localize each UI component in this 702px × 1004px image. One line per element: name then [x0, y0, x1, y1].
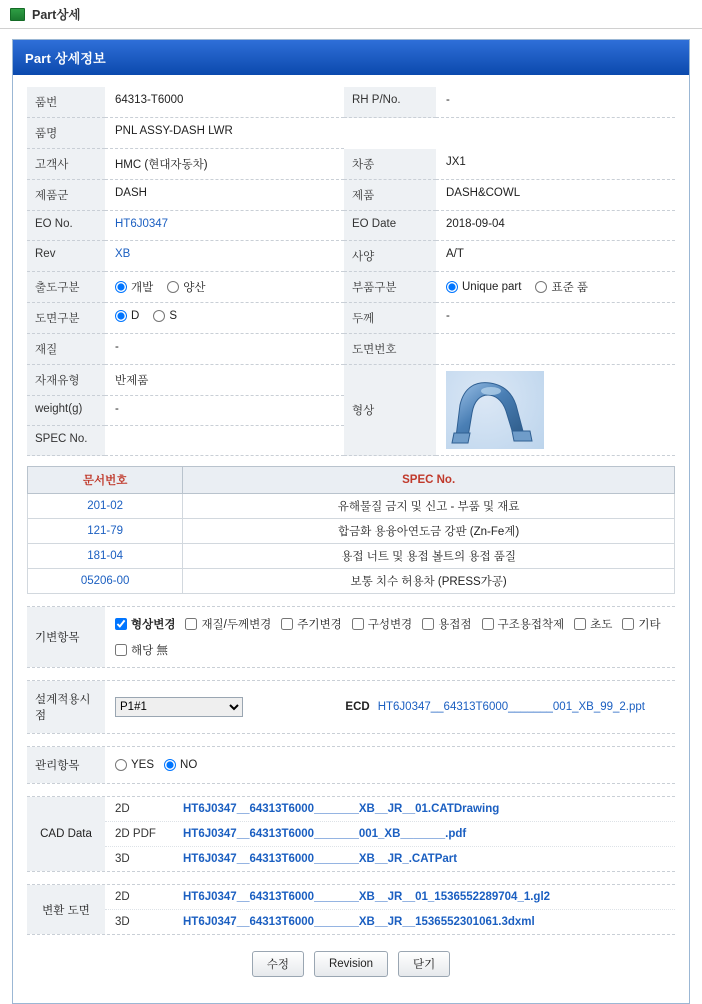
- label-part-name: 품명: [27, 118, 105, 149]
- cad-data-rows: [105, 797, 675, 871]
- checkbox-weld-point[interactable]: 용접점: [422, 616, 471, 632]
- label-rev: Rev: [27, 241, 105, 272]
- converted-row-type: 3D: [115, 916, 130, 928]
- cad-row-type: 2D PDF: [115, 828, 156, 840]
- doc-no-link[interactable]: 05206-00: [80, 575, 130, 587]
- radio-standard-part-input[interactable]: [535, 281, 547, 293]
- value-empty-1: [436, 118, 675, 149]
- label-shape: 형상: [344, 365, 436, 456]
- value-car-type: JX1: [436, 149, 675, 180]
- label-part-no: 품번: [27, 87, 105, 118]
- checkbox-material-thickness-change-input[interactable]: [185, 618, 197, 630]
- converted-row-type: 2D: [115, 891, 130, 903]
- radio-drawing-s-input[interactable]: [153, 310, 165, 322]
- label-empty-1: [344, 118, 436, 149]
- edit-button[interactable]: 수정: [252, 951, 304, 977]
- label-release-type: 출도구분: [27, 272, 105, 303]
- page-container: [0, 29, 702, 1004]
- checkbox-composition-change[interactable]: 구성변경: [352, 616, 412, 632]
- apply-time-section: [27, 680, 675, 734]
- doc-no-link[interactable]: 201-02: [87, 500, 124, 512]
- value-drawing-no: [436, 334, 675, 365]
- checkbox-etc[interactable]: 기타: [622, 616, 660, 632]
- value-eo-date: 2018-09-04: [436, 211, 675, 241]
- radio-manage-yes-input[interactable]: [115, 759, 127, 771]
- checkbox-structural-adhesive[interactable]: 구조용접착제: [482, 616, 565, 632]
- detail-panel: [12, 39, 690, 1004]
- checkbox-first-article[interactable]: 초도: [574, 616, 612, 632]
- window-title-text: Part상세: [32, 8, 81, 22]
- cell-spec: 보통 치수 허용차 (PRESS가공): [183, 569, 675, 594]
- value-spec: A/T: [436, 241, 675, 272]
- cad-row-type: 3D: [115, 853, 130, 865]
- value-rh-pno: -: [436, 87, 675, 118]
- radio-unique-part[interactable]: Unique part: [446, 281, 521, 293]
- change-items-label: 기변항목: [27, 607, 105, 667]
- manage-items-section: [27, 746, 675, 784]
- converted-file-link[interactable]: HT6J0347__64313T6000_______XB__JR__1536552301061.3dxml: [183, 916, 535, 928]
- label-drawing-no: 도면번호: [344, 334, 436, 365]
- label-eo-date: EO Date: [344, 211, 436, 241]
- radio-drawing-s[interactable]: S: [153, 310, 177, 322]
- checkbox-weld-point-input[interactable]: [422, 618, 434, 630]
- radio-drawing-d-input[interactable]: [115, 310, 127, 322]
- table-header-row: [28, 467, 675, 494]
- cell-spec: 용접 너트 및 용접 볼트의 용접 품질: [183, 544, 675, 569]
- radio-release-dev-input[interactable]: [115, 281, 127, 293]
- revision-button[interactable]: Revision: [314, 951, 388, 977]
- list-item: [105, 885, 675, 910]
- list-item: [105, 910, 675, 934]
- radio-release-mass-input[interactable]: [167, 281, 179, 293]
- radio-manage-no[interactable]: NO: [164, 759, 197, 771]
- value-drawing-class: [105, 303, 344, 334]
- cad-data-label: CAD Data: [27, 797, 105, 871]
- converted-drawing-rows: [105, 885, 675, 934]
- doc-no-link[interactable]: 181-04: [87, 550, 124, 562]
- shape-image: [446, 371, 544, 449]
- value-thickness: -: [436, 303, 675, 334]
- change-items-section: [27, 606, 675, 668]
- radio-unique-part-input[interactable]: [446, 281, 458, 293]
- checkbox-material-thickness-change[interactable]: 재질/두께변경: [185, 616, 271, 632]
- radio-manage-yes[interactable]: YES: [115, 759, 154, 771]
- value-part-name: PNL ASSY-DASH LWR: [105, 118, 344, 149]
- col-spec-no: SPEC No.: [183, 467, 675, 494]
- label-material: 재질: [27, 334, 105, 365]
- checkbox-cycle-change-input[interactable]: [281, 618, 293, 630]
- button-bar: [27, 935, 675, 989]
- converted-file-link[interactable]: HT6J0347__64313T6000_______XB__JR__01_1536552289704_1.gl2: [183, 891, 551, 903]
- cell-doc-no[interactable]: [28, 519, 183, 544]
- checkbox-none[interactable]: 해당 無: [115, 642, 168, 658]
- radio-manage-no-input[interactable]: [164, 759, 176, 771]
- value-material: -: [105, 334, 344, 365]
- label-customer: 고객사: [27, 149, 105, 180]
- table-row: [28, 494, 675, 519]
- checkbox-shape-change-input[interactable]: [115, 618, 127, 630]
- cell-spec: 유해물질 금지 및 신고 - 부품 및 재료: [183, 494, 675, 519]
- cell-doc-no[interactable]: [28, 569, 183, 594]
- ecd-file-link[interactable]: HT6J0347__64313T6000_______001_XB_99_2.ppt: [377, 701, 645, 713]
- value-customer: HMC (현대자동차): [105, 149, 344, 180]
- table-row: [28, 544, 675, 569]
- cad-file-link[interactable]: HT6J0347__64313T6000_______XB__JR__01.CATDrawing: [183, 803, 500, 815]
- checkbox-etc-input[interactable]: [622, 618, 634, 630]
- doc-no-link[interactable]: 121-79: [87, 525, 124, 537]
- col-doc-no: 문서번호: [28, 467, 183, 494]
- cad-file-link[interactable]: HT6J0347__64313T6000_______XB__JR_.CATPart: [183, 853, 458, 865]
- cad-file-link[interactable]: HT6J0347__64313T6000_______001_XB_______.pdf: [183, 828, 467, 840]
- list-item: [105, 797, 675, 822]
- apply-time-select[interactable]: [115, 697, 243, 717]
- converted-drawing-section: [27, 884, 675, 935]
- cell-doc-no[interactable]: [28, 544, 183, 569]
- window-icon: [10, 8, 25, 21]
- shape-preview[interactable]: [436, 365, 675, 456]
- checkbox-composition-change-input[interactable]: [352, 618, 364, 630]
- value-release-type: [105, 272, 344, 303]
- ecd-wrap: [345, 701, 665, 713]
- converted-drawing-label: 변환 도면: [27, 885, 105, 934]
- checkbox-cycle-change[interactable]: 주기변경: [281, 616, 341, 632]
- label-rh-pno: RH P/No.: [344, 87, 436, 118]
- cad-data-section: [27, 796, 675, 872]
- radio-release-dev[interactable]: 개발: [115, 279, 153, 295]
- radio-release-mass[interactable]: 양산: [167, 279, 205, 295]
- cell-doc-no[interactable]: [28, 494, 183, 519]
- value-part-class: [436, 272, 675, 303]
- radio-standard-part[interactable]: 표준 품: [535, 279, 588, 295]
- label-spec: 사양: [344, 241, 436, 272]
- checkbox-structural-adhesive-input[interactable]: [482, 618, 494, 630]
- value-product: DASH&COWL: [436, 180, 675, 211]
- panel-title: Part 상세정보: [13, 40, 689, 75]
- close-button[interactable]: 닫기: [398, 951, 450, 977]
- change-items-body: [105, 607, 675, 667]
- value-rev[interactable]: XB: [105, 241, 344, 272]
- cad-row-type: 2D: [115, 803, 130, 815]
- value-part-no: 64313-T6000: [105, 87, 344, 118]
- label-spec-no: SPEC No.: [27, 426, 105, 456]
- list-item: [105, 822, 675, 847]
- panel-body: [13, 75, 689, 1003]
- cell-spec: 합금화 용융아연도금 강판 (Zn-Fe계): [183, 519, 675, 544]
- checkbox-none-input[interactable]: [115, 644, 127, 656]
- radio-drawing-d[interactable]: D: [115, 310, 139, 322]
- info-grid: [27, 87, 675, 456]
- apply-time-label: 설계적용시점: [27, 681, 105, 733]
- label-material-type: 자재유형: [27, 365, 105, 396]
- checkbox-shape-change[interactable]: 형상변경: [115, 616, 175, 632]
- value-spec-no: [105, 426, 344, 456]
- list-item: [105, 847, 675, 871]
- label-weight: weight(g): [27, 396, 105, 426]
- label-drawing-class: 도면구분: [27, 303, 105, 334]
- label-part-class: 부품구분: [344, 272, 436, 303]
- apply-time-body: [105, 681, 675, 733]
- value-material-type: 반제품: [105, 365, 344, 396]
- label-eo-no: EO No.: [27, 211, 105, 241]
- label-car-type: 차종: [344, 149, 436, 180]
- ecd-label: ECD: [345, 701, 370, 713]
- window-title-bar: [0, 0, 702, 29]
- label-thickness: 두께: [344, 303, 436, 334]
- label-product-group: 제품군: [27, 180, 105, 211]
- table-row: [28, 519, 675, 544]
- value-eo-no[interactable]: HT6J0347: [105, 211, 344, 241]
- spec-table: [27, 466, 675, 594]
- value-weight: -: [105, 396, 344, 426]
- label-product: 제품: [344, 180, 436, 211]
- manage-items-label: 관리항목: [27, 747, 105, 783]
- checkbox-first-article-input[interactable]: [574, 618, 586, 630]
- manage-items-body: [105, 747, 675, 783]
- table-row: [28, 569, 675, 594]
- value-product-group: DASH: [105, 180, 344, 211]
